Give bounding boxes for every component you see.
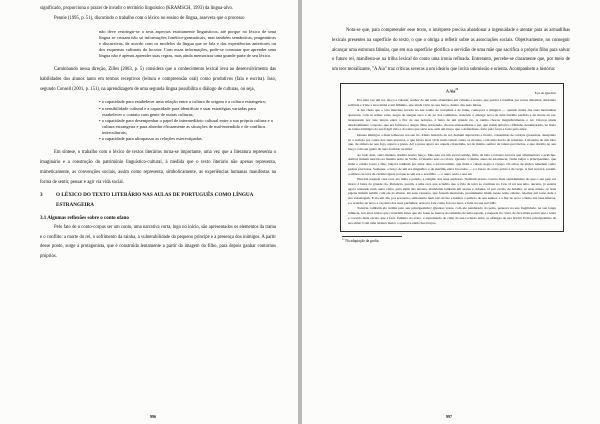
left-page (0, 0, 298, 424)
story-box (340, 83, 564, 232)
block-quote: não deve restringir-se a seus aspectos estritamente linguísticos, até porque no léxico de uma língua se cruzam não só informações fonético-gramaticais, mas também semânticas, pragmáticas e discursivas, de acordo com os modelos da língua que se fala e das experiências anteriores ou dos esquemas culturais do locutor. Com essas informações, pode-se constatar que aprender uma língua não é apenas aprender suas regras, mas ainda memorizar uma grande parte de seu léxico. (99, 28, 276, 58)
paragraph-sintese: Em síntese, o trabalho com o léxico de textos literários torna-se importante, uma vez que a literatura representa o imaginário e a construção do patrimônio linguístico-cultural, à medida que o texto literário não apenas representa, mimeticamente, as convenções sociais, assim como representa, simbolicamente, as experiências humanas manifestas na forma de sentir, pensar e agir via vida social. (40, 150, 276, 185)
story-header (348, 88, 556, 98)
footnote-mark: 22 (342, 238, 345, 242)
footnote-divider (342, 236, 402, 237)
paragraph-intro-story: Nota-se que, para compreender esse texto, o intérprete precisa abandonar a ingenuidade e atentar para as armadilhas lexicais presentes na superfície do texto, o que o obriga a refletir sobre as associações sociais. Objetivamente, no conseguir alcançar uma estrutura fabular, que em sua superfície glorifica a servidão de uma mãe que sacrifica o próprio filho para salvar o futuro rei, manifesta-se na trilha lexical do conto uma ironia refinada. Entretanto, percebe-se claramente que, por meio de um teor moralizante, "A Aia" traz críticas severas a um ideário que incita submissão e orienta. Acompanhem a história: (332, 28, 570, 73)
bullet-item: • a capacidade para estabelecer uma relação entre a cultura de origem e a cultura estrangeira; (99, 99, 266, 105)
bullet-item: • a sensibilidade cultural e a capacidade para identificar e usar estratégias variadas para estabelecer o contato com gente de outras culturas; (99, 105, 256, 117)
story-paragraph: Todavia, também ela tremia pelo seu principezinho! Quantas vezes, com ele pendurado do peito, pensava na sua fragilidade, na sua longa infância, nos anos lentos que correriam antes que ele fosse ao menos do tamanho de uma espada, e naquele tio cruel, de face mais escura que a noite e coração mais escuro que a face, faminto do trono, e espreitando de cima do seu rochedo entre os alfanges da sua horda! Pobre principezinho da sua alma! Com uma ternura maior o apertava então nos braços. (348, 206, 556, 225)
section-title: O LÉXICO DO TEXTO LITERÁRIO NAS AULAS DE PORTUGUÊS COMO LÍNGUA ESTRANGEIRA (56, 192, 254, 209)
footnote: $^{22}$ Na adaptação da grafia. (342, 238, 380, 244)
right-page (302, 0, 600, 424)
paragraph-pennie: Pennie (1995, p. 51), discutindo o trabalho com o léxico no ensino de língua, assevera que o processo (54, 15, 245, 21)
story-title: A Aia$^{22}$ (445, 87, 459, 94)
story-paragraph: Era uma vez um rei, moço e valente, senhor de um reino abundante em cidades e searas, que partira a batalhar por terras distantes, deixando solitária e triste a sua rainha e um filhinho, que ainda vivia no seu berço, dentro das suas faixas. (348, 97, 556, 107)
story-paragraph: A lua cheia que o vira marchar, levado no seu sonho de conquista e de fama, começava a minguar — quando numa das suas montanhas apareceu, com as armas rotas, negro de sangue seco e do pó dos caminhos, trazendo a amarga nova da uma batalha perdida e da morte do rei, trespassado por sete lanças entre a flor da sua nobreza, à beira de um grande rio. A rainha chorou magnificamente o rei. Chorou ainda desoladamente o esposo, que era formoso e alegre. Mas, sobretudo, chorou ansiosamente o pai, que assim deixava o filhinho desamparado, no meio de tantos inimigos da sua frágil vida e do reino que seria seu, sem um braço que o defendesse, forte pela força e forte pelo amor. (348, 108, 556, 132)
paragraph-conto: Pelo fato de o conto-corpus ser um conto, uma narrativa curta, logo no início, são apresentados os elementos da trama e o conflito: a morte do rei, o sofrimento da rainha, a vulnerabilidade do pequeno príncipe e a presença dos inimigos. A partir desse ponto, surge a protagonista, que é construída lentamente a partir da imagem do filho, para depois ganhar contornos próprios. (40, 224, 276, 260)
bullet-item: • a capacidade para desempenhar o papel de intermediário cultural entre a sua própria cultura e a cultura estrangeira e para abordar eficazmente as situações de mal-entendido e de conflitos interculturais; (99, 117, 273, 135)
story-paragraph: Nascida naquela casa real, ela tinha a paixão, a religião dos seus senhores. Nenhum pranto correra mais sentidamente do que o seu pelo rei morto à beira do grande rio. Pertencia, porém, a uma raça que acredita que a vida da terra se continua no Céu. O rei seu amo, decerto, já estaria agora reinando num outro reino, para além das nuvens, abundante também em searas e cidades. O seu cavalo de batalha, as suas armas, os seus pajens tinham subido com ele às alturas. Os seus vassalos, que fossem morrendo, prontamente iriam, nesse reino celeste, retomar em torno dele a sua vassalagem. E ela um dia, por seu turno, remontaria num raio de luz a habitar o palácio do seu senhor, e a fiar de novo o linho das suas túnicas, e a acender de novo a caçoleta dos seus perfumes; seria no Céu como fora na terra, e feliz na sua servidão. (348, 177, 556, 205)
culture-bullet-list (99, 99, 276, 142)
story-paragraph: Desses inimigos o mais temeroso era seu tio, irmão bastardo do rei, homem depravado e bravio, consumido de cobiças grosseiras, desejando só a realeza por causa dos seus tesouros, e que havia anos vivia num castelo sobre os montes, com uma horda de rebeldes, à maneira de um lobo que, de atalaia no seu fojo, espera a presa. Ai! a presa agora era aquela criancinha, rei de mama, senhor de tantas províncias, e que dormia no seu berço com seu guizo de ouro fechado na mão! (348, 132, 556, 152)
intro-text: significado, proporciona o prazer de invadir o território linguístico (KRAMSCH, 1993) da língua-alvo. (40, 6, 234, 11)
page-number-right: 997 (446, 414, 452, 419)
subsection-heading: 3.1 Algumas reflexões sobre o conto ofano (40, 215, 129, 221)
bullet-item: • a capacidade para ultrapassar as relações estereotipadas. (99, 136, 203, 142)
footnote-reference: 22 (455, 87, 459, 91)
page-number-left: 996 (150, 414, 156, 419)
section-number: 3 (40, 192, 43, 199)
story-author: Eça de Queirós (534, 90, 556, 95)
section-heading (40, 191, 276, 211)
story-paragraph: Ao lado dele, outro menino dormia noutro berço. Mas este era um escravozinho, filho da bela e robusta escrava que amamentava o príncipe. Ambos tinham nascido na mesma noite de Verão. O mesmo seio os criava. Quando a rainha, antes de adormecer, vinha beijar o principezinho, que tinha o cabelo louro e fino, beijava também por amor dele o escravozinho, que tinha o cabelo negro e crespo. Os olhos de ambos reluziam como pedras preciosas. Somente, o berço de um era magnífico e de marfim, entre brocados — e o berço do outro pobre e de verga. A leal escrava, porém, a ambos cercava de carinho igual, porque se um era o seu filho — o outro seria o seu rei. (348, 152, 556, 176)
paragraph-zilles: Caminhando nessa direção, Zilles (2003, p. 5) considera que o conhecimento lexical leva ao desenvolvimento das habilidades dos alunos tanto em termos receptivos (leitura e compreensão oral) como produtivos (fala e escrita). Isso, segundo Consell (2001, p. 151), na aprendizagem de uma segunda língua possibilita o diálogo de culturas, ou seja, (40, 67, 276, 92)
